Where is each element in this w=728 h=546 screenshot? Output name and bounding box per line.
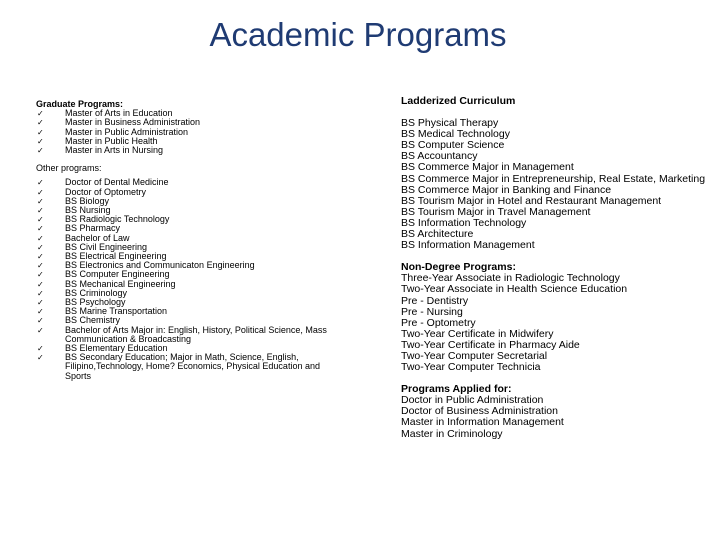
list-item <box>36 146 336 155</box>
check-icon: ✓ <box>37 279 44 289</box>
list-item-label: BS Electronics and Communicaton Engineering <box>65 260 255 271</box>
list-item-label: BS Elementary Education <box>65 343 168 354</box>
list-item: BS Accountancy <box>401 150 478 163</box>
other-programs-header: Other programs: <box>36 163 102 174</box>
list-item: BS Medical Technology <box>401 128 510 141</box>
list-item-label: Master in Arts in Nursing <box>65 145 164 156</box>
list-item: Two-Year Certificate in Pharmacy Aide <box>401 338 580 351</box>
nondegree-list <box>401 273 711 373</box>
list-item: Pre - Dentistry <box>401 294 469 307</box>
check-icon: ✓ <box>37 127 44 137</box>
list-item-label: Bachelor of Law <box>65 232 130 243</box>
list-item: Two-Year Associate in Health Science Education <box>401 283 628 296</box>
list-item-label: Master in Public Administration <box>65 126 189 137</box>
check-icon: ✓ <box>37 344 44 354</box>
list-item-label: Master of Arts in Education <box>65 108 173 119</box>
list-item: Master in Criminology <box>401 427 503 440</box>
list-item: Master in Information Management <box>401 416 564 429</box>
check-icon: ✓ <box>37 109 44 119</box>
list-item: BS Tourism Major in Travel Management <box>401 205 591 218</box>
ladderized-list <box>401 118 711 251</box>
list-item <box>36 326 336 344</box>
check-icon: ✓ <box>37 307 44 317</box>
check-icon: ✓ <box>37 252 44 262</box>
list-item: BS Commerce Major in Entrepreneurship, Real Estate, Marketing <box>401 172 706 185</box>
list-item: BS Tourism Major in Hotel and Restaurant Management <box>401 194 662 207</box>
list-item-label: BS Criminology <box>65 287 128 298</box>
other-programs-list <box>36 178 336 380</box>
check-icon: ✓ <box>37 215 44 225</box>
list-item: BS Information Management <box>401 239 535 252</box>
check-icon: ✓ <box>37 353 44 363</box>
list-item-label: BS Nursing <box>65 205 111 216</box>
list-item: Doctor in Public Administration <box>401 394 544 407</box>
list-item-label: BS Mechanical Engineering <box>65 278 176 289</box>
ladderized-header: Ladderized Curriculum <box>401 95 516 107</box>
graduate-programs-list <box>36 109 336 155</box>
list-item <box>36 353 336 381</box>
list-item-label: BS Pharmacy <box>65 223 121 234</box>
list-item: BS Information Technology <box>401 216 527 229</box>
list-item-label: Doctor of Optometry <box>65 186 147 197</box>
check-icon: ✓ <box>37 270 44 280</box>
list-item: Pre - Nursing <box>401 305 463 318</box>
list-item: BS Commerce Major in Management <box>401 161 574 174</box>
list-item-label: BS Biology <box>65 195 110 206</box>
check-icon: ✓ <box>37 233 44 243</box>
check-icon: ✓ <box>37 118 44 128</box>
check-icon: ✓ <box>37 146 44 156</box>
list-item-label: BS Secondary Education; Major in Math, Science, English, Filipino,Technology, Home? Economics, Physical Education and Sports <box>65 352 320 381</box>
graduate-programs-header: Graduate Programs: <box>36 99 124 109</box>
list-item: Two-Year Certificate in Midwifery <box>401 327 554 340</box>
list-item-label: BS Radiologic Technology <box>65 214 170 225</box>
applied-list <box>401 395 711 439</box>
list-item: BS Commerce Major in Banking and Finance <box>401 183 612 196</box>
check-icon: ✓ <box>37 187 44 197</box>
list-item: Two-Year Computer Technicia <box>401 361 541 374</box>
list-item-label: BS Electrical Engineering <box>65 251 167 262</box>
check-icon: ✓ <box>37 206 44 216</box>
list-item: Pre - Optometry <box>401 316 476 329</box>
list-item-label: BS Civil Engineering <box>65 241 148 252</box>
list-item-label: Bachelor of Arts Major in: English, History, Political Science, Mass Communication & Broadcasting <box>65 324 327 344</box>
list-item: Doctor of Business Administration <box>401 405 558 418</box>
left-column <box>36 100 336 381</box>
check-icon: ✓ <box>37 196 44 206</box>
list-item-label: BS Computer Engineering <box>65 269 170 280</box>
applied-header: Programs Applied for: <box>401 383 512 396</box>
list-item-label: Master in Public Health <box>65 135 158 146</box>
list-item: BS Physical Therapy <box>401 117 499 130</box>
page-title: Academic Programs <box>209 16 507 53</box>
list-item-label: Doctor of Dental Medicine <box>65 177 169 188</box>
nondegree-header: Non-Degree Programs: <box>401 261 516 274</box>
list-item-label: BS Psychology <box>65 297 126 308</box>
check-icon: ✓ <box>37 242 44 252</box>
list-item: Two-Year Computer Secretarial <box>401 349 548 362</box>
list-item: BS Architecture <box>401 228 474 241</box>
list-item-label: BS Chemistry <box>65 315 121 326</box>
list-item: Three-Year Associate in Radiologic Technology <box>401 272 620 285</box>
check-icon: ✓ <box>37 178 44 188</box>
check-icon: ✓ <box>37 224 44 234</box>
check-icon: ✓ <box>37 288 44 298</box>
check-icon: ✓ <box>37 316 44 326</box>
check-icon: ✓ <box>37 136 44 146</box>
list-item-label: BS Marine Transportation <box>65 306 168 317</box>
right-column <box>401 96 711 440</box>
list-item-label: Master in Business Administration <box>65 117 201 128</box>
check-icon: ✓ <box>37 261 44 271</box>
check-icon: ✓ <box>37 298 44 308</box>
list-item: BS Computer Science <box>401 139 505 152</box>
check-icon: ✓ <box>37 325 44 335</box>
